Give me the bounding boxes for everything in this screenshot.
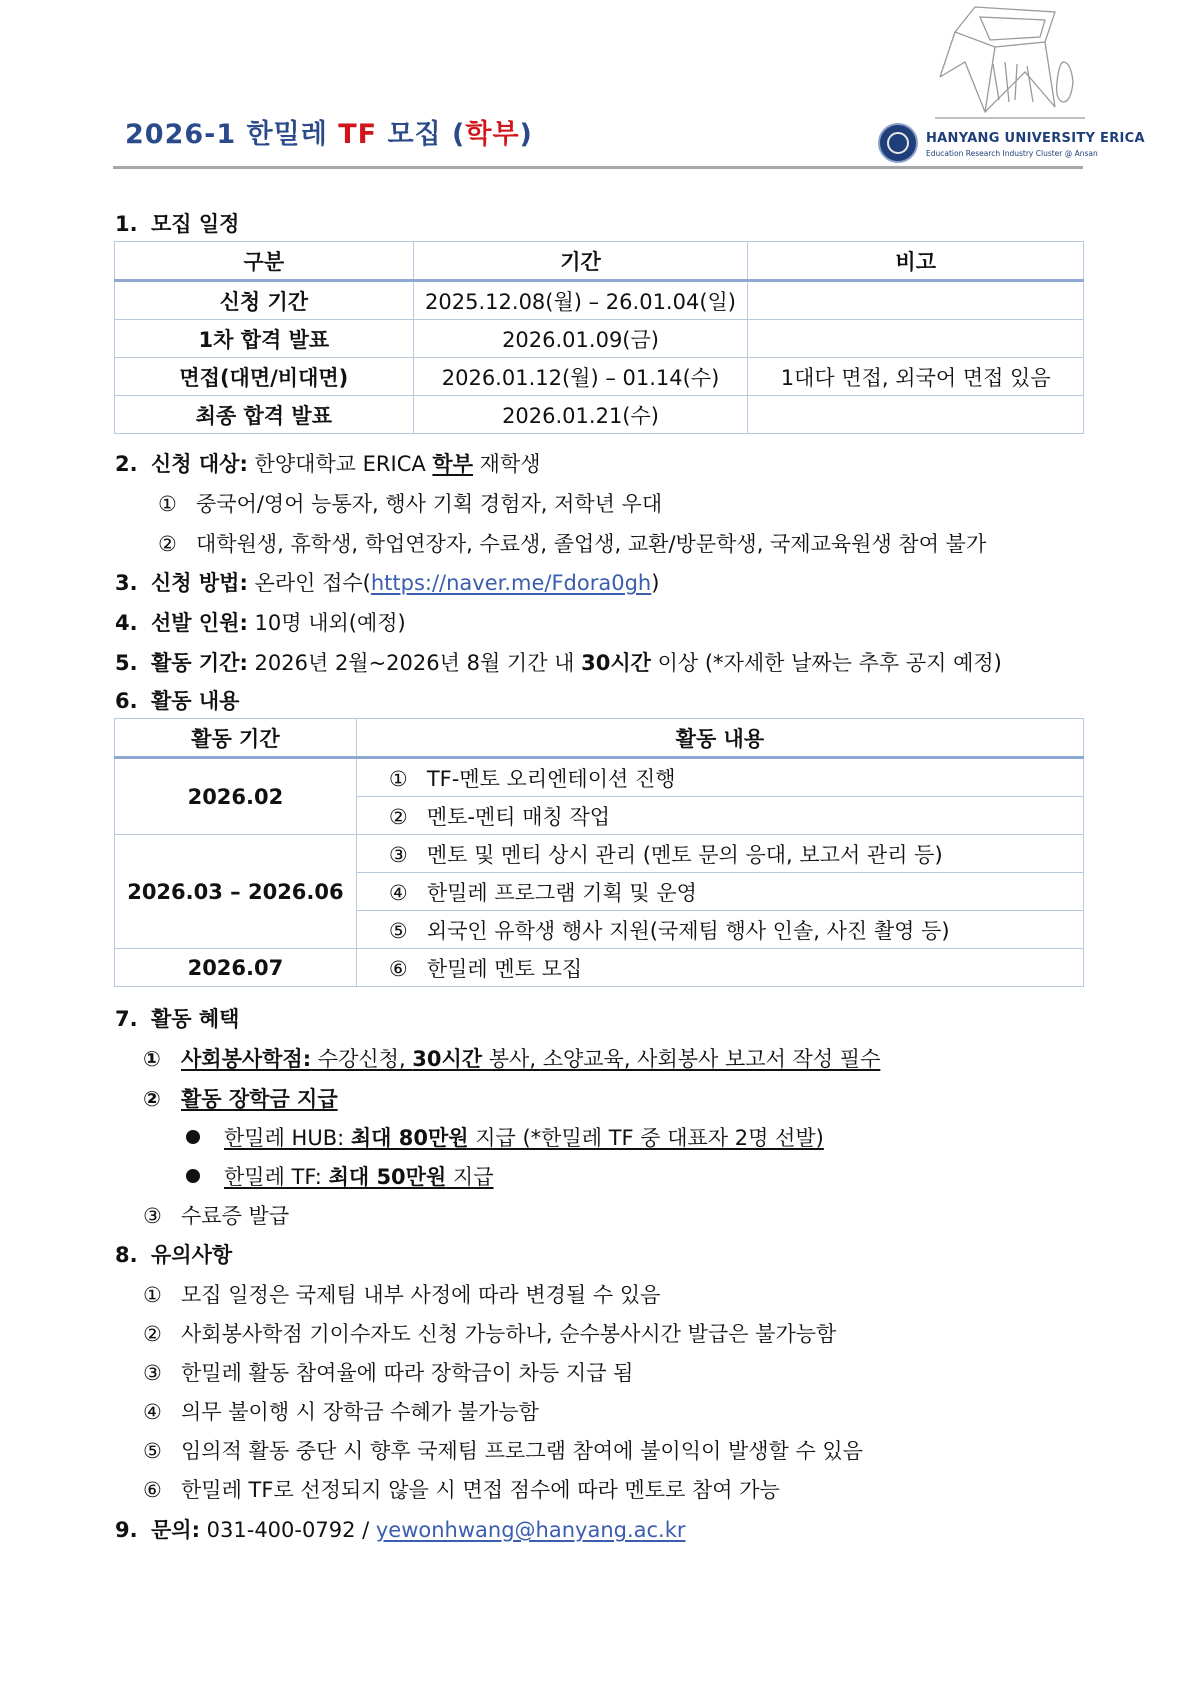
table-header-row [115, 719, 1084, 758]
section-3-heading: 3. 신청 방법: 온라인 접수(https://naver.me/Fdora0gh) [115, 571, 660, 595]
column-header: 기간 [413, 242, 748, 281]
table-cell: 2026.01.21(수) [413, 396, 748, 434]
list-item: ② 대학원생, 휴학생, 학업연장자, 수료생, 졸업생, 교환/방문학생, 국제교육원생 참여 불가 [158, 532, 987, 556]
contact-email-link[interactable]: yewonhwang@hanyang.ac.kr [375, 1518, 686, 1542]
bullet-icon [186, 1169, 200, 1183]
table-cell: 2026.01.12(월) – 01.14(수) [413, 358, 748, 396]
university-logo [878, 118, 1145, 168]
activity-cell: ① TF-멘토 오리엔테이션 진행 [356, 758, 1083, 797]
table-row [115, 320, 1084, 358]
section-2-heading: 2. 신청 대상: 한양대학교 ERICA 학부 재학생 [115, 452, 541, 476]
activity-cell: ④ 한밀레 프로그램 기획 및 운영 [356, 873, 1083, 911]
table-cell: 최종 합격 발표 [115, 396, 414, 434]
section-8-heading: 8. 유의사항 [115, 1243, 233, 1267]
header-divider [113, 166, 1083, 169]
table-row [115, 758, 1084, 797]
schedule-table [114, 241, 1084, 434]
application-link[interactable]: https://naver.me/Fdora0gh [370, 571, 652, 595]
period-cell: 2026.02 [115, 758, 357, 835]
table-row [115, 396, 1084, 434]
list-item: ① 중국어/영어 능통자, 행사 기획 경험자, 저학년 우대 [158, 492, 663, 516]
table-cell [748, 281, 1084, 320]
activity-cell: ② 멘토-멘티 매칭 작업 [356, 797, 1083, 835]
table-row [115, 281, 1084, 320]
table-cell [748, 396, 1084, 434]
activity-cell: ⑥ 한밀레 멘토 모집 [356, 949, 1083, 987]
section-4-heading: 4. 선발 인원: 10명 내외(예정) [115, 611, 406, 635]
notice-item: ② 사회봉사학점 기이수자도 신청 가능하나, 순수봉사시간 발급은 불가능함 [143, 1322, 837, 1346]
activity-cell: ⑤ 외국인 유학생 행사 지원(국제팀 행사 인솔, 사진 촬영 등) [356, 911, 1083, 949]
notice-item: ⑤ 임의적 활동 중단 시 향후 국제팀 프로그램 참여에 불이익이 발생할 수 있음 [143, 1439, 864, 1463]
column-header: 비고 [748, 242, 1084, 281]
logo-subtitle: Education Research Industry Cluster @ Ansan [926, 149, 1098, 158]
table-row [115, 358, 1084, 396]
table-cell [748, 320, 1084, 358]
section-6-heading: 6. 활동 내용 [115, 689, 240, 713]
table-row [115, 949, 1084, 987]
notice-item: ① 모집 일정은 국제팀 내부 사정에 따라 변경될 수 있음 [143, 1283, 661, 1307]
table-cell: 2026.01.09(금) [413, 320, 748, 358]
section-9-heading: 9. 문의: 031-400-0792 / yewonhwang@hanyang.ac.kr [115, 1518, 686, 1542]
bullet-icon [186, 1130, 200, 1144]
benefit-item: ① 사회봉사학점: 수강신청, 30시간 봉사, 소양교육, 사회봉사 보고서 작성 필수 [143, 1047, 881, 1071]
benefit-sub-item: 한밀레 HUB: 최대 80만원 지급 (*한밀레 TF 중 대표자 2명 선발) [186, 1122, 824, 1152]
notice-item: ③ 한밀레 활동 참여율에 따라 장학금이 차등 지급 됨 [143, 1361, 634, 1385]
section-1-heading: 1. 모집 일정 [115, 212, 240, 236]
section-5-heading: 5. 활동 기간: 2026년 2월~2026년 8월 기간 내 30시간 이상 (*자세한 날짜는 추후 공지 예정) [115, 651, 1002, 675]
notice-item: ④ 의무 불이행 시 장학금 수혜가 불가능함 [143, 1400, 539, 1424]
activity-cell: ③ 멘토 및 멘티 상시 관리 (멘토 문의 응대, 보고서 관리 등) [356, 835, 1083, 873]
table-row [115, 835, 1084, 873]
column-header: 활동 기간 [115, 719, 357, 758]
benefit-item: ② 활동 장학금 지급 [143, 1087, 338, 1111]
table-cell: 2025.12.08(월) – 26.01.04(일) [413, 281, 748, 320]
table-cell: 1대다 면접, 외국어 면접 있음 [748, 358, 1084, 396]
column-header: 활동 내용 [356, 719, 1083, 758]
benefit-sub-item: 한밀레 TF: 최대 50만원 지급 [186, 1161, 494, 1191]
logo-name: HANYANG UNIVERSITY ERICA [926, 131, 1145, 146]
building-sketch-icon [935, 2, 1085, 120]
table-cell: 신청 기간 [115, 281, 414, 320]
column-header: 구분 [115, 242, 414, 281]
table-cell: 1차 합격 발표 [115, 320, 414, 358]
table-header-row [115, 242, 1084, 281]
table-cell: 면접(대면/비대면) [115, 358, 414, 396]
activity-table [114, 718, 1084, 987]
notice-item: ⑥ 한밀레 TF로 선정되지 않을 시 면접 점수에 따라 멘토로 참여 가능 [143, 1478, 780, 1502]
section-7-heading: 7. 활동 혜택 [115, 1007, 240, 1031]
university-seal-icon [878, 123, 918, 163]
benefit-item: ③ 수료증 발급 [143, 1204, 290, 1228]
period-cell: 2026.03 – 2026.06 [115, 835, 357, 949]
period-cell: 2026.07 [115, 949, 357, 987]
page-title: 2026-1 한밀레 TF 모집 (학부) [125, 119, 533, 150]
